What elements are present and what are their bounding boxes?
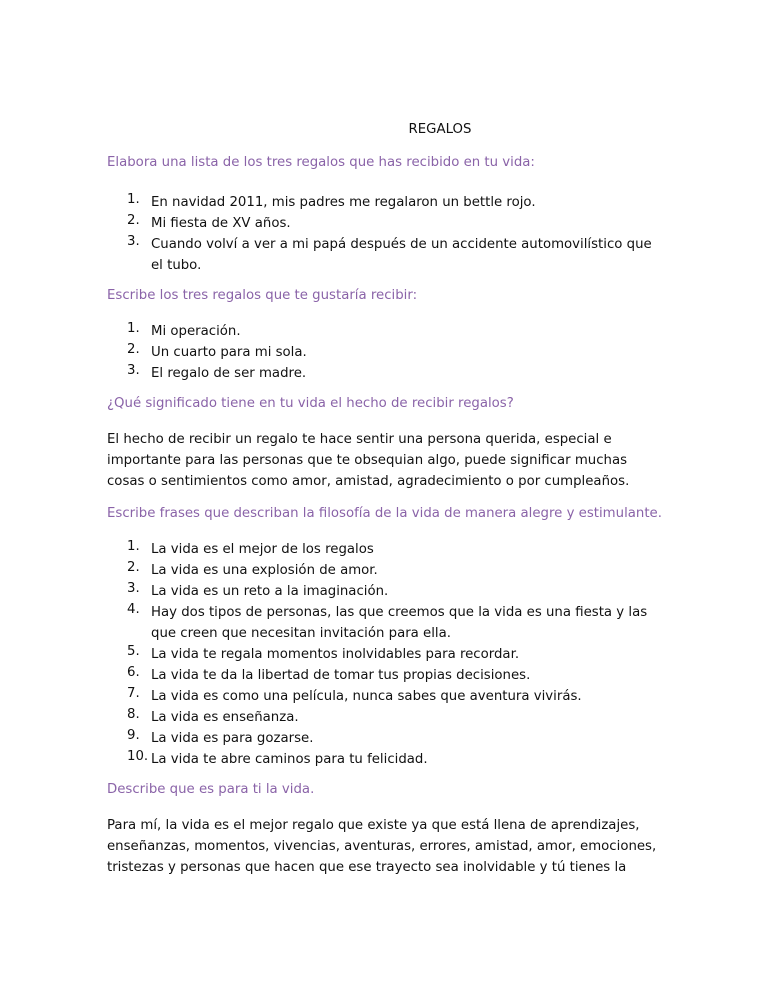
list-text: Mi fiesta de XV años. <box>151 216 291 231</box>
list-number: 1. <box>127 192 140 207</box>
list-text: Cuando volví a ver a mi papá después de un accidente automovilístico que <box>151 237 652 252</box>
section-heading: Elabora una lista de los tres regalos que has recibido en tu vida: <box>107 155 535 170</box>
list-text: La vida te da la libertad de tomar tus propias decisiones. <box>151 668 531 683</box>
list-text: La vida es el mejor de los regalos <box>151 542 374 557</box>
paragraph-line: Para mí, la vida es el mejor regalo que existe ya que está llena de aprendizajes, <box>107 818 640 833</box>
list-number: 1. <box>127 321 140 336</box>
list-number: 9. <box>127 728 140 743</box>
list-number: 7. <box>127 686 140 701</box>
list-number: 6. <box>127 665 140 680</box>
list-text: Mi operación. <box>151 324 241 339</box>
list-text: el tubo. <box>151 258 202 273</box>
list-text: La vida es como una película, nunca sabes que aventura vivirás. <box>151 689 582 704</box>
document-title: REGALOS <box>408 122 472 137</box>
list-number: 2. <box>127 342 140 357</box>
section-heading: Escribe los tres regalos que te gustaría recibir: <box>107 288 418 303</box>
list-text: En navidad 2011, mis padres me regalaron un bettle rojo. <box>151 195 536 210</box>
list-text: La vida te abre caminos para tu felicidad. <box>151 752 428 767</box>
list-number: 10. <box>127 749 149 764</box>
list-number: 2. <box>127 560 140 575</box>
paragraph-line: importante para las personas que te obsequian algo, puede significar muchas <box>107 453 628 468</box>
paragraph-line: enseñanzas, momentos, vivencias, aventuras, errores, amistad, amor, emociones, <box>107 839 657 854</box>
list-text: Hay dos tipos de personas, las que creemos que la vida es una fiesta y las <box>151 605 648 620</box>
list-number: 3. <box>127 363 140 378</box>
list-text: La vida es para gozarse. <box>151 731 314 746</box>
list-text: que creen que necesitan invitación para ella. <box>151 626 452 641</box>
list-number: 1. <box>127 539 140 554</box>
list-text: La vida es un reto a la imaginación. <box>151 584 389 599</box>
paragraph-line: cosas o sentimientos como amor, amistad, agradecimiento o por cumpleaños. <box>107 474 630 489</box>
section-heading: ¿Qué significado tiene en tu vida el hecho de recibir regalos? <box>107 396 514 411</box>
paragraph-line: El hecho de recibir un regalo te hace sentir una persona querida, especial e <box>107 432 612 447</box>
paragraph-line: tristezas y personas que hacen que ese trayecto sea inolvidable y tú tienes la <box>107 860 627 875</box>
list-number: 8. <box>127 707 140 722</box>
section-heading: Escribe frases que describan la filosofía de la vida de manera alegre y estimulante. <box>107 506 662 521</box>
list-number: 2. <box>127 213 140 228</box>
list-number: 3. <box>127 234 140 249</box>
section-heading: Describe que es para ti la vida. <box>107 782 315 797</box>
list-text: La vida es una explosión de amor. <box>151 563 378 578</box>
list-text: Un cuarto para mi sola. <box>151 345 307 360</box>
list-text: El regalo de ser madre. <box>151 366 307 381</box>
list-number: 5. <box>127 644 140 659</box>
list-number: 3. <box>127 581 140 596</box>
list-text: La vida te regala momentos inolvidables para recordar. <box>151 647 520 662</box>
list-number: 4. <box>127 602 140 617</box>
list-text: La vida es enseñanza. <box>151 710 299 725</box>
